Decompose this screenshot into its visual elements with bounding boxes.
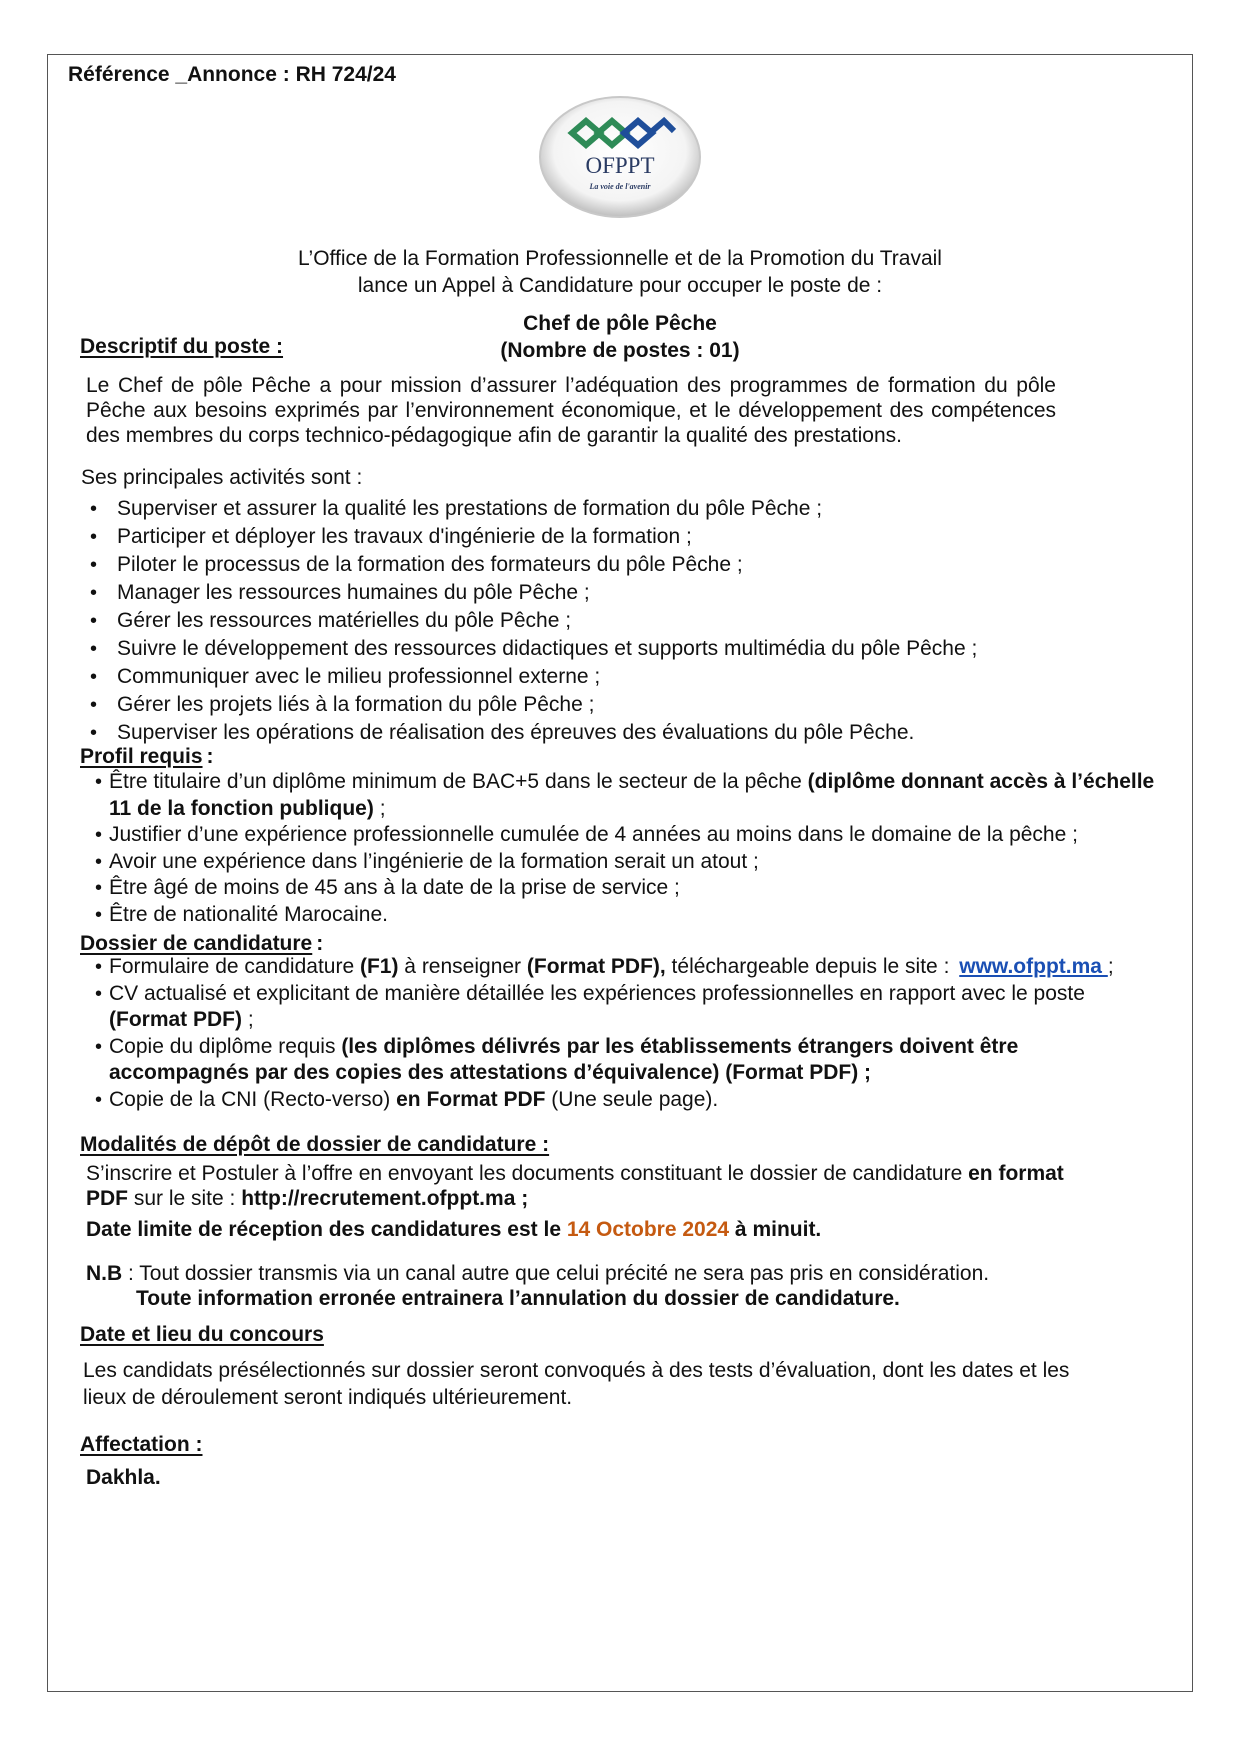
heading-affectation: Affectation : (80, 1433, 203, 1456)
heading-dossier: Dossier de candidature : (80, 932, 324, 955)
heading-concours: Date et lieu du concours (80, 1323, 324, 1346)
activity-item: • Manager les ressources humaines du pôle Pêche ; (73, 579, 1133, 607)
modalites-paragraph: S’inscrire et Postuler à l’offre en envoyant les documents constituant le dossier de candidature en format PDF sur le site : http://recrutement.ofppt.ma ; (86, 1162, 1064, 1210)
profil-item: • Avoir une expérience dans l’ingénierie de la formation serait un atout ; (75, 849, 1157, 876)
profil-item: • Justifier d’une expérience professionnelle cumulée de 4 années au moins dans le domaine de la pêche ; (75, 822, 1157, 849)
activity-item: • Communiquer avec le milieu professionnel externe ; (73, 663, 1133, 691)
activity-item: • Piloter le processus de la formation des formateurs du pôle Pêche ; (73, 551, 1133, 579)
activity-item: • Superviser et assurer la qualité les prestations de formation du pôle Pêche ; (73, 495, 1133, 523)
ofppt-logo (536, 93, 704, 221)
activities-intro: Ses principales activités sont : (81, 466, 363, 489)
heading-descriptif: Descriptif du poste : (80, 335, 284, 358)
deadline-date: 14 Octobre 2024 (566, 1218, 730, 1241)
post-title: Chef de pôle Pêche (523, 312, 717, 335)
profil-list (75, 769, 1157, 928)
logo-text: OFPPT (585, 153, 655, 178)
reference-number: Référence _Annonce : RH 724/24 (68, 63, 396, 86)
affectation-value: Dakhla. (86, 1466, 161, 1489)
logo-tagline: La voie de l'avenir (589, 182, 651, 191)
intro-text: L’Office de la Formation Professionnelle et de la Promotion du Travail lance un Appel à Candidature pour occuper le poste de : (298, 247, 942, 297)
post-count: (Nombre de postes : 01) (500, 339, 740, 362)
profil-item: • Être titulaire d’un diplôme minimum de BAC+5 dans le secteur de la pêche (diplôme donnant accès à l’échelle 11 de la fonction publique) ; (75, 769, 1157, 822)
dossier-item: • Copie du diplôme requis (les diplômes délivrés par les établissements étrangers doivent être accompagnés par des copies des attestations d’équivalence) (Format PDF) ; (75, 1034, 1157, 1087)
dossier-item: • Copie de la CNI (Recto-verso) en Format PDF (Une seule page). (75, 1087, 1157, 1114)
heading-modalites: Modalités de dépôt de dossier de candidature : (80, 1133, 550, 1156)
dossier-list (75, 954, 1157, 1113)
activity-item: • Gérer les ressources matérielles du pôle Pêche ; (73, 607, 1133, 635)
nb-warning: Toute information erronée entrainera l’annulation du dossier de candidature. (136, 1287, 900, 1310)
activity-item: • Gérer les projets liés à la formation du pôle Pêche ; (73, 691, 1133, 719)
descriptif-paragraph: Le Chef de pôle Pêche a pour mission d’assurer l’adéquation des programmes de formation du pôle Pêche aux besoins exprimés par l’environnement économique, et le développement des compétences des membres du corps technico-pédagogique afin de garantir la qualité des prestations. (86, 374, 1056, 447)
dossier-item: • Formulaire de candidature (F1) à renseigner (Format PDF), téléchargeable depuis le site : www.ofppt.ma ; (75, 954, 1157, 981)
ofppt-website-link[interactable]: www.ofppt.ma (959, 955, 1108, 978)
concours-paragraph: Les candidats présélectionnés sur dossier seront convoqués à des tests d’évaluation, dont les dates et les lieux de déroulement seront indiqués ultérieurement. (83, 1359, 1070, 1409)
dossier-item: • CV actualisé et explicitant de manière détaillée les expériences professionnelles en rapport avec le poste (Format PDF) ; (75, 981, 1157, 1034)
announcement-frame (47, 54, 1193, 1692)
activity-item: • Participer et déployer les travaux d'ingénierie de la formation ; (73, 523, 1133, 551)
activities-list (73, 495, 1133, 747)
nb-note: N.B : Tout dossier transmis via un canal autre que celui précité ne sera pas pris en considération. (86, 1262, 990, 1285)
heading-profil: Profil requis : (80, 745, 214, 768)
activity-item: • Superviser les opérations de réalisation des épreuves des évaluations du pôle Pêche. (73, 719, 1133, 747)
profil-item: • Être âgé de moins de 45 ans à la date de la prise de service ; (75, 875, 1157, 902)
activity-item: • Suivre le développement des ressources didactiques et supports multimédia du pôle Pêche ; (73, 635, 1133, 663)
deadline-text: Date limite de réception des candidatures est le 14 Octobre 2024 à minuit. (86, 1218, 822, 1241)
profil-item: • Être de nationalité Marocaine. (75, 902, 1157, 929)
